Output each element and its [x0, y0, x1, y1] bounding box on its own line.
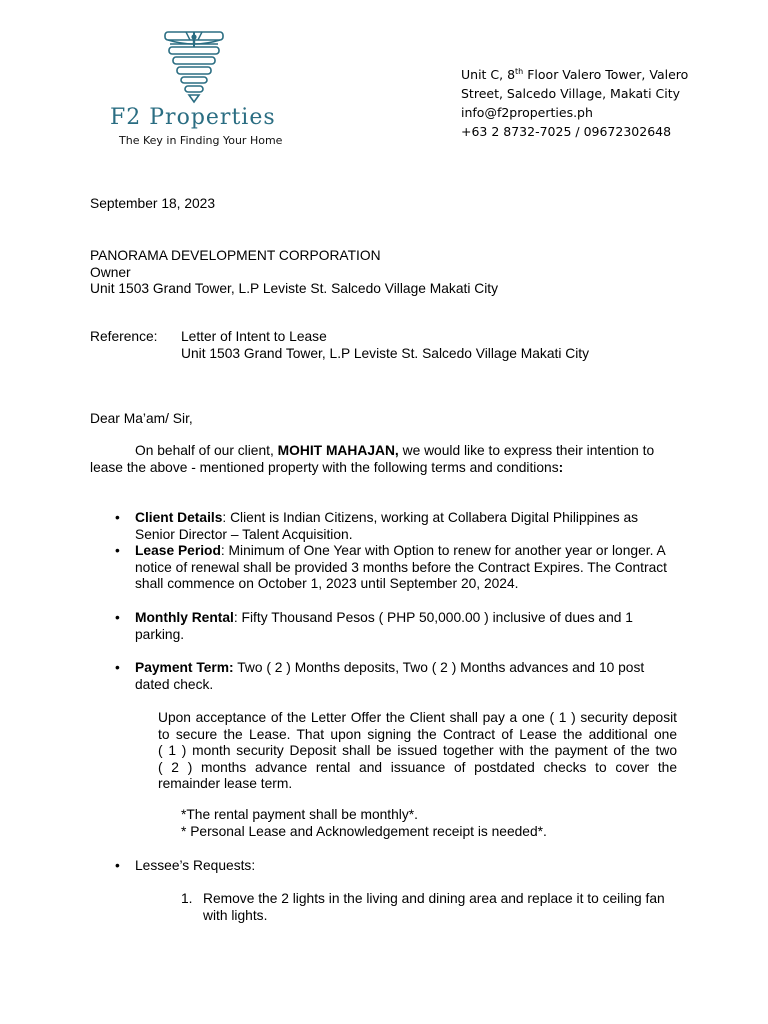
address-line-1: Unit C, 8th Floor Valero Tower, Valero: [461, 67, 689, 83]
acceptance-line: ( 2 ) months advance rental and issuance of postdated checks to cover the: [158, 759, 677, 775]
acceptance-line: to secure the Lease. That upon signing the Contract of Lease the additional one: [158, 726, 677, 742]
acceptance-paragraph: [158, 710, 677, 793]
term-client-details: Client Details: Client is Indian Citizens, working at Collabera Digital Philippines as Senior Director – Talent Acquisition.: [135, 510, 639, 542]
bullet-marker: •: [115, 858, 120, 873]
notes-block: [181, 807, 547, 840]
contact-email: info@f2properties.ph: [461, 105, 593, 121]
intro-line-2: lease the above - mentioned property with the following terms and conditions:: [90, 459, 564, 475]
requests-label: Lessee’s Requests:: [135, 858, 256, 873]
term-lease-period: Lease Period: Minimum of One Year with Option to renew for another year or longer. A notice of renewal shall be provided 3 months before the Contract Expires. The Contract shall commence on October 1, 2023 until September 20, 2024.: [135, 543, 667, 591]
term-monthly-rental: Monthly Rental: Fifty Thousand Pesos ( PHP 50,000.00 ) inclusive of dues and 1 parking.: [135, 610, 633, 642]
reference-block: [181, 329, 589, 362]
acceptance-line: remainder lease term.: [158, 776, 293, 791]
note-monthly: *The rental payment shall be monthly*.: [181, 807, 418, 822]
bullet-marker: •: [115, 610, 120, 625]
intro-line-1: On behalf of our client, MOHIT MAHAJAN, we would like to express their intention to: [135, 443, 655, 458]
recipient-block: [90, 248, 498, 298]
client-name: MOHIT MAHAJAN,: [277, 443, 399, 458]
reference-subject: Letter of Intent to Lease: [181, 329, 327, 344]
reference-label: Reference:: [90, 329, 158, 344]
contact-phone: +63 2 8732-7025 / 09672302648: [461, 124, 672, 140]
request-number: 1.: [181, 891, 193, 906]
company-name: F2 Properties: [110, 105, 276, 130]
recipient-role: Owner: [90, 264, 131, 280]
company-logo: [160, 28, 228, 104]
term-payment: Payment Term: Two ( 2 ) Months deposits, Two ( 2 ) Months advances and 10 post dated check.: [135, 660, 645, 692]
recipient-address: Unit 1503 Grand Tower, L.P Leviste St. Salcedo Village Makati City: [90, 281, 498, 296]
term-label: Lease Period: [135, 543, 221, 558]
request-item-1: Remove the 2 lights in the living and dining area and replace it to ceiling fan with lights.: [203, 891, 665, 923]
note-receipt: * Personal Lease and Acknowledgement receipt is needed*.: [181, 823, 547, 839]
reference-property: Unit 1503 Grand Tower, L.P Leviste St. Salcedo Village Makati City: [181, 345, 589, 361]
company-tagline: The Key in Finding Your Home: [119, 134, 283, 147]
bullet-marker: •: [115, 543, 120, 558]
intro-paragraph: [90, 443, 654, 476]
contact-block: [461, 62, 688, 141]
salutation: Dear Ma’am/ Sir,: [90, 411, 193, 426]
address-line-2: Street, Salcedo Village, Makati City: [461, 86, 681, 102]
term-label: Payment Term:: [135, 660, 234, 675]
term-label: Client Details: [135, 510, 223, 525]
term-label: Monthly Rental: [135, 610, 234, 625]
bullet-marker: •: [115, 660, 120, 675]
bullet-marker: •: [115, 510, 120, 525]
letter-date: September 18, 2023: [90, 196, 216, 211]
key-logo-icon: [160, 28, 228, 104]
recipient-name: PANORAMA DEVELOPMENT CORPORATION: [90, 248, 381, 263]
acceptance-line: Upon acceptance of the Letter Offer the Client shall pay a one ( 1 ) security deposit: [158, 710, 677, 725]
acceptance-line: ( 1 ) month security Deposit shall be issued together with the payment of the two: [158, 743, 677, 758]
